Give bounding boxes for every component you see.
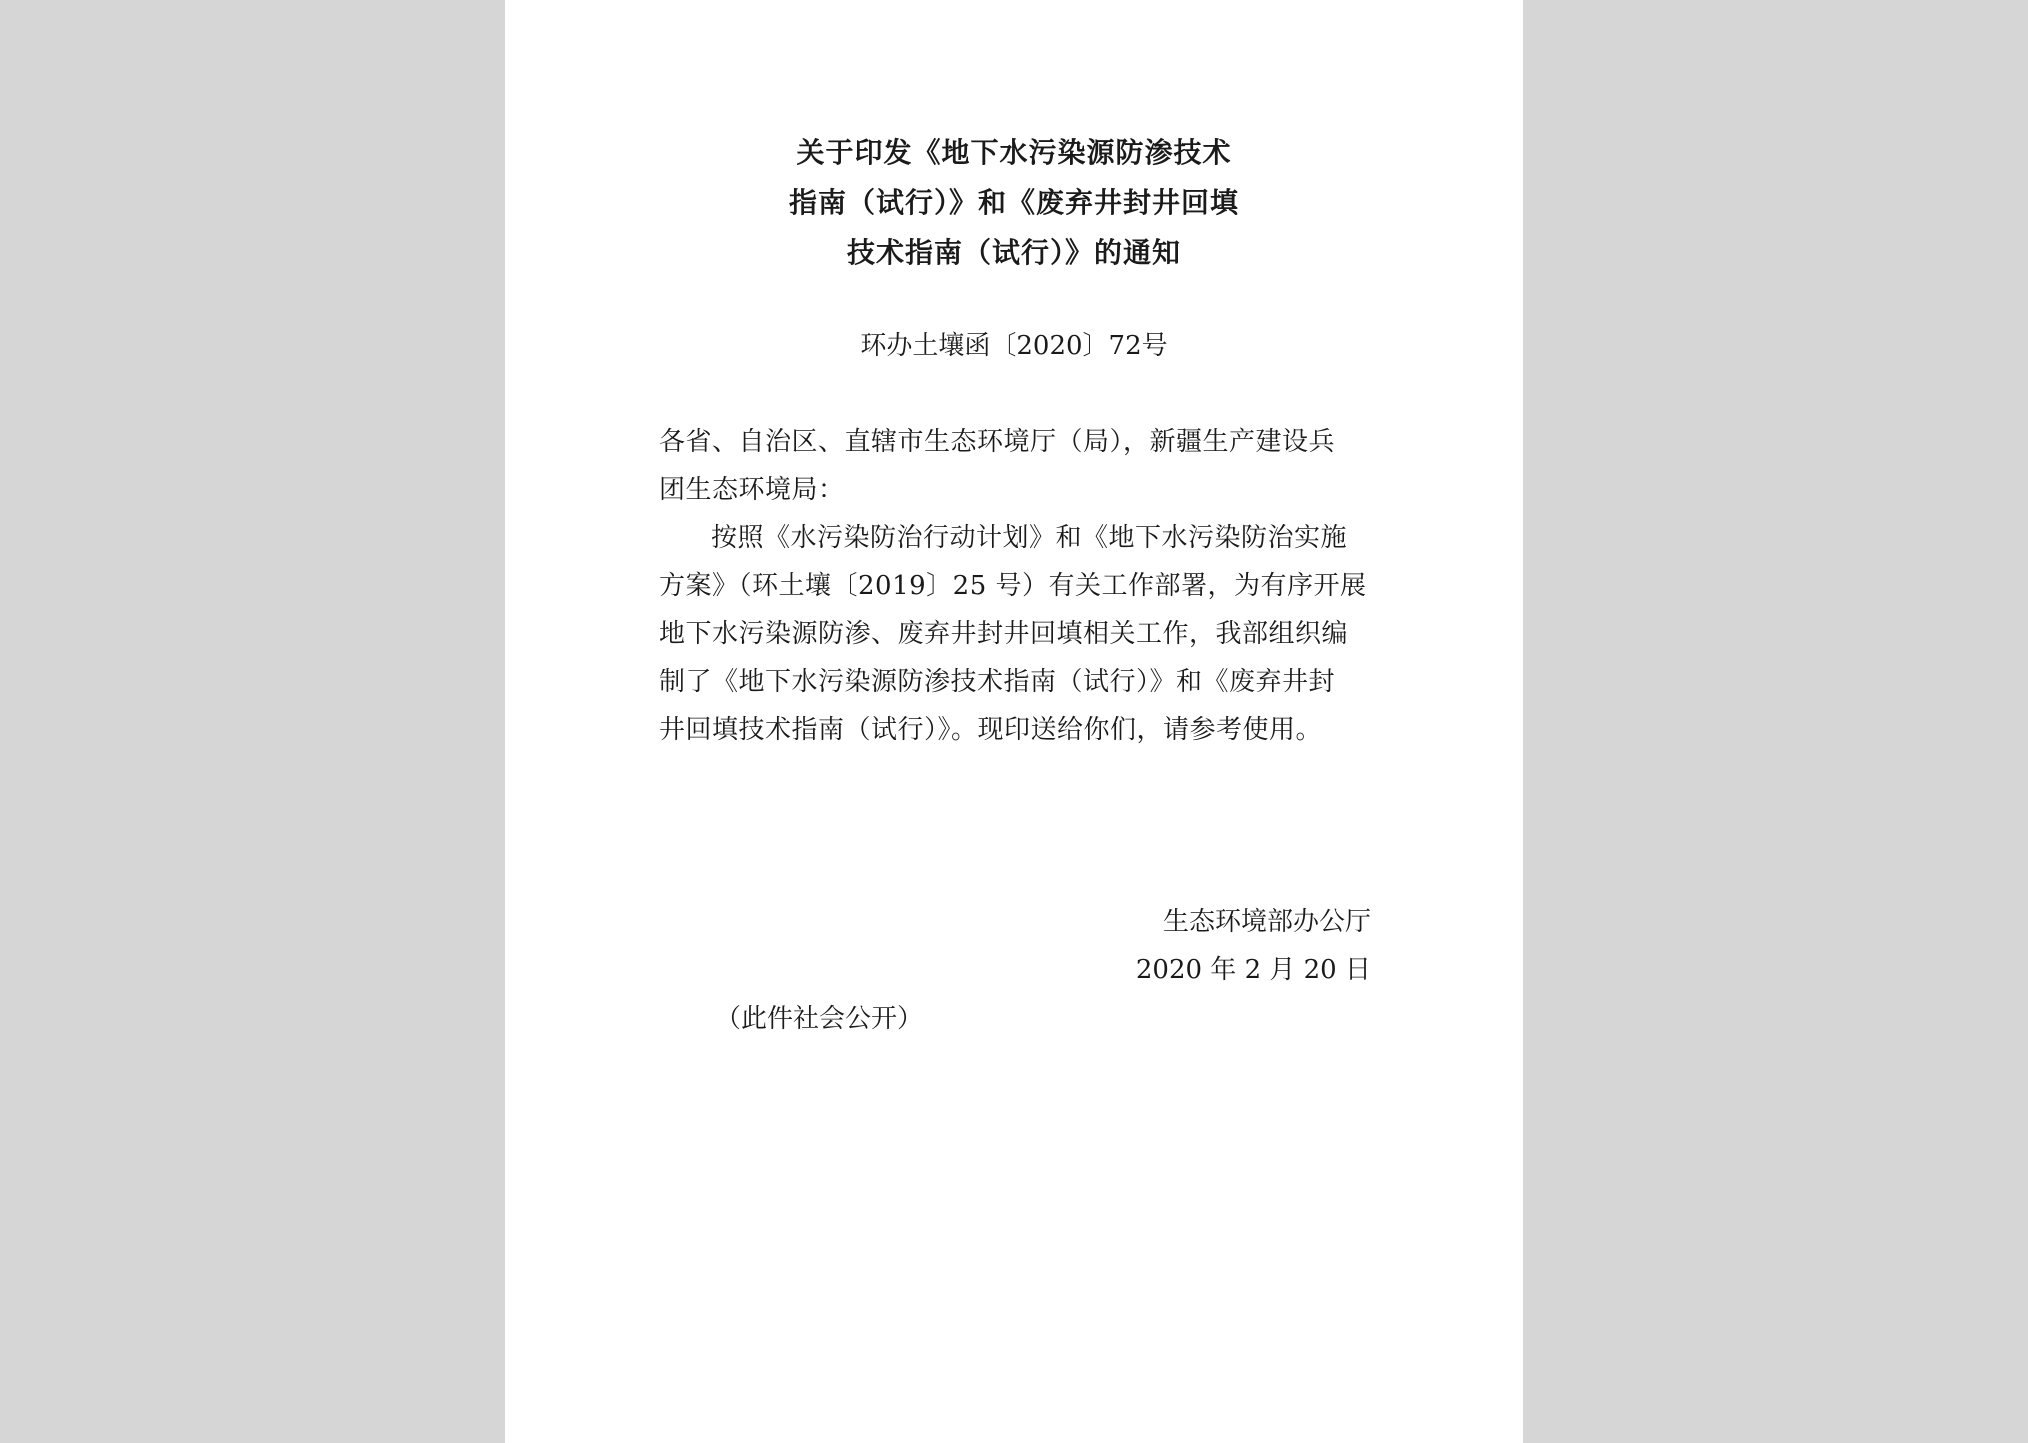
body-line-1: 按照《水污染防治行动计划》和《地下水污染防治实施 — [711, 523, 1348, 553]
document-page — [505, 0, 1523, 1443]
issuer: 生态环境部办公厅 — [1162, 907, 1371, 937]
signature-block — [659, 898, 1371, 994]
disclosure-note: （此件社会公开） — [715, 1004, 924, 1034]
issue-date: 2020 年 2 月 20 日 — [1135, 955, 1371, 985]
body-line-4: 制了《地下水污染源防渗技术指南（试行）》和《废弃井封 — [659, 667, 1336, 697]
document-number: 环办土壤函〔2020〕72号 — [860, 331, 1168, 361]
document-title — [505, 128, 1523, 278]
document-body — [659, 418, 1371, 754]
body-line-3: 地下水污染源防渗、废弃井封井回填相关工作，我部组织编 — [659, 619, 1349, 649]
addressee-line-2: 团生态环境局： — [659, 475, 845, 505]
title-line-2: 指南（试行）》和《废弃井封井回填 — [788, 186, 1239, 219]
addressee-line-1: 各省、自治区、直辖市生态环境厅（局），新疆生产建设兵 — [659, 427, 1336, 457]
title-line-3: 技术指南（试行）》的通知 — [846, 236, 1181, 269]
body-line-2: 方案》（环土壤〔2019〕25 号）有关工作部署，为有序开展 — [659, 571, 1367, 601]
body-line-5: 井回填技术指南（试行）》。现印送给你们，请参考使用。 — [659, 715, 1323, 745]
title-line-1: 关于印发《地下水污染源防渗技术 — [796, 136, 1232, 169]
